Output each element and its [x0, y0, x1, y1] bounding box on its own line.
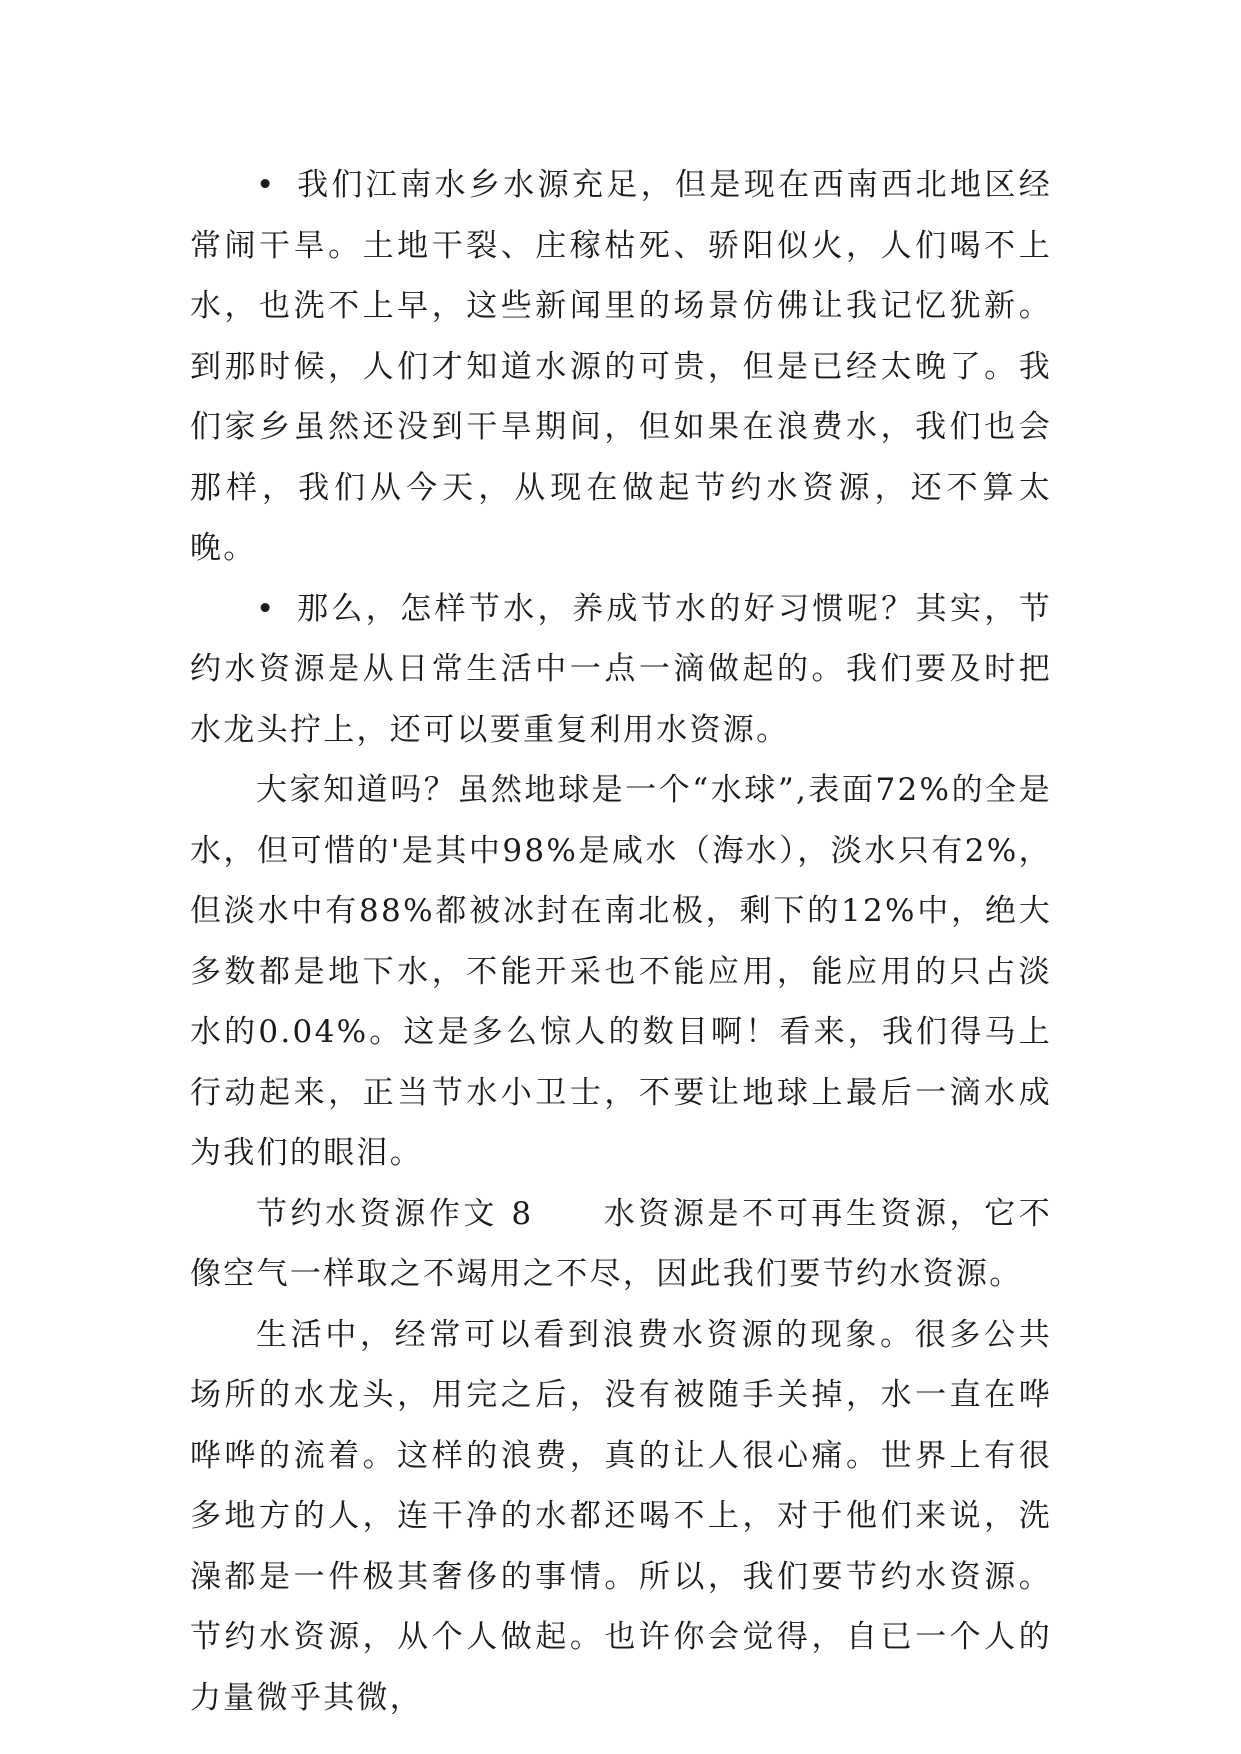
document-body — [190, 155, 1052, 1728]
paragraph-4-text: 节约水资源作文 8 水资源是不可再生资源，它不像空气一样取之不竭用之不尽，因此我们要节约水资源。 — [190, 1195, 1052, 1292]
paragraph-4 — [190, 1184, 1052, 1305]
bullet-icon: • — [256, 167, 277, 203]
paragraph-5-text: 生活中，经常可以看到浪费水资源的现象。很多公共场所的水龙头，用完之后，没有被随手关掉，水一直在哗哗哗的流着。这样的浪费，真的让人很心痛。世界上有很多地方的人，连干净的水都还喝不上，对于他们来说，洗澡都是一件极其奢侈的事情。所以，我们要节约水资源。节约水资源，从个人做起。也许你会觉得，自已一个人的力量微乎其微， — [190, 1316, 1052, 1716]
paragraph-1 — [190, 155, 1052, 579]
paragraph-2-text: 那么，怎样节水，养成节水的好习惯呢？其实，节约水资源是从日常生活中一点一滴做起的。我们要及时把水龙头拧上，还可以要重复利用水资源。 — [190, 590, 1052, 748]
bullet-icon: • — [256, 590, 277, 627]
paragraph-3 — [190, 760, 1052, 1184]
paragraph-3-text: 大家知道吗？虽然地球是一个“水球”,表面72%的全是水，但可惜的'是其中98%是咸水（海水），淡水只有2%，但淡水中有88%都被冰封在南北极，剩下的12%中，绝大多数都是地下水，不能开采也不能应用，能应用的只占淡水的0.04%。这是多么惊人的数目啊！看来，我们得马上行动起来，正当节水小卫士，不要让地球上最后一滴水成为我们的眼泪。 — [190, 772, 1052, 1171]
paragraph-5 — [190, 1305, 1052, 1729]
paragraph-2 — [190, 579, 1052, 761]
paragraph-1-text: 我们江南水乡水源充足，但是现在西南西北地区经常闹干旱。土地干裂、庄稼枯死、骄阳似火，人们喝不上水，也洗不上早，这些新闻里的场景仿佛让我记忆犹新。到那时候，人们才知道水源的可贵，但是已经太晚了。我们家乡虽然还没到干旱期间，但如果在浪费水，我们也会那样，我们从今天，从现在做起节约水资源，还不算太晚。 — [190, 167, 1052, 566]
